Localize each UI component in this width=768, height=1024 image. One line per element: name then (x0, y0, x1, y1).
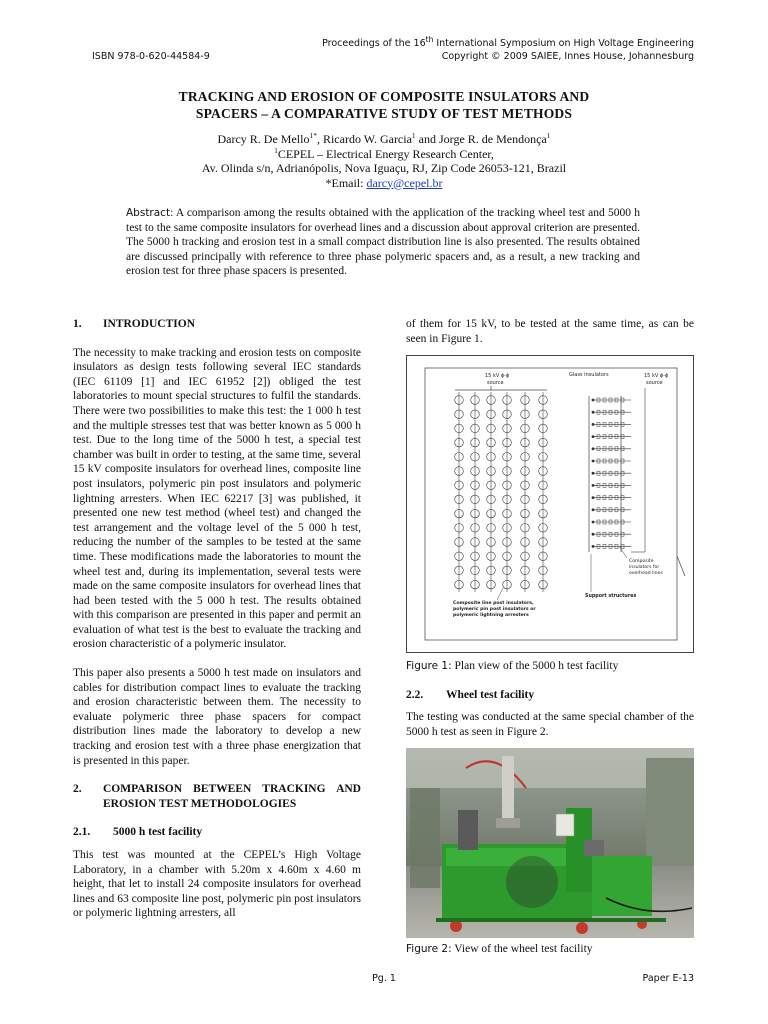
section-2-1-paragraph: This test was mounted at the CEPEL’s High Voltage Laboratory, in a chamber with 5.20m x 4.60m x 4.60 m height, that let to install 24 composite insulators for overhead lines and 63 composite line post, polymeric pin post insulators or polymeric lightning arresters, all (73, 849, 361, 920)
left-label-2: polymeric pin post insulators or (453, 607, 536, 613)
address: Av. Olinda s/n, Adrianópolis, Nova Iguaçu, RJ, Zip Code 26053-121, Brazil (201, 161, 567, 175)
source-label-1: 15 kV ϕ-ϕ (485, 373, 510, 380)
copyright: Copyright © 2009 SAIEE, Innes House, Johannesburg (441, 51, 694, 62)
left-label-3: polymeric lightning arresters (453, 613, 529, 619)
left-label-1: Composite line post insulators, (453, 601, 534, 607)
left-column (73, 317, 361, 921)
section-2-2-paragraph: The testing was conducted at the same special chamber of the 5000 h test as seen in Figure 2. (406, 711, 694, 738)
chamber-outline (425, 368, 677, 640)
source-label-1b: source (487, 380, 504, 387)
source-label-2: 15 kV ϕ-ϕ (644, 373, 669, 380)
insulator-end-fitting (592, 448, 595, 451)
right-paragraph-1: of them for 15 kV, to be tested at the same time, as can be seen in Figure 1. (406, 318, 694, 345)
authors-block (74, 132, 694, 190)
intro-paragraph-2: This paper also presents a 5000 h test made on insulators and cables for distribution compact lines to evaluate the tracking and erosion characteristic between them. The necessity to evaluate polymeric three phase spacers for compact distribution lines made the laboratory to develop a new tracking and erosion test with a three phase energization that is presented in this paper. (73, 667, 361, 767)
insulator-end-fitting (592, 435, 595, 438)
paper-id: Paper E-13 (642, 973, 694, 984)
section-1-heading: 1. INTRODUCTION (73, 318, 196, 330)
glass-insulators-label: Glass insulators (569, 372, 609, 379)
page-number: Pg. 1 (372, 973, 396, 984)
insulator-end-fitting (592, 496, 595, 499)
abstract-text: : A comparison among the results obtained with the application of the tracking wheel test and 5000 h test to the same composite insulators for overhead lines and a discussion about approval criterion are presented. The 5000 h tracking and erosion test in a small compact distribution line is also presented. The results obtained are discussed principally with reference to three phase polymeric spacers and, as a result, a new tracking and erosion test for three phase spacers is presented. (126, 207, 640, 278)
source-label-2b: source (646, 380, 663, 387)
figure-1-caption: Figure 1: Plan view of the 5000 h test facility (406, 660, 619, 673)
insulator-end-fitting (592, 423, 595, 426)
wheel-test-photo (406, 748, 694, 938)
right-column (406, 317, 694, 956)
figure-2-caption: Figure 2: View of the wheel test facility (406, 942, 593, 955)
insulator-end-fitting (592, 484, 595, 487)
support-structures-label: Support structures (585, 594, 637, 600)
page-header (92, 34, 694, 63)
email-link[interactable]: darcy@cepel.br (366, 175, 443, 190)
insulator-end-fitting (592, 545, 595, 548)
insulator-end-fitting (592, 472, 595, 475)
email-line: *Email: darcy@cepel.br (325, 175, 443, 190)
composite-pointer (619, 546, 627, 558)
figure-1-diagram (406, 355, 694, 653)
insulator-end-fitting (592, 460, 595, 463)
composite-label-1: Composite (629, 559, 654, 565)
paper-title: TRACKING AND EROSION OF COMPOSITE INSULATORS AND SPACERS – A COMPARATIVE STUDY OF TEST METHODS (178, 89, 590, 121)
section-2-2-heading: 2.2. Wheel test facility (406, 688, 535, 701)
author-names: Darcy R. De Mello$^{1*}$, Ricardo W. Garcia$^1$ and Jorge R. de Mendonça$^1$ (217, 131, 551, 146)
abstract (126, 206, 640, 279)
section-2-1-heading: 2.1. 5000 h test facility (73, 826, 203, 839)
intro-paragraph-1: The necessity to make tracking and erosion tests on composite insulators as design tests following several IEC standards (IEC 61109 [1] and IEC 61952 [2]) obliged the test laboratories to mount special structures to fulfil the standards. There were two possibilities to make this test: the 1 000 h test and the multiple stresses test that was better known as 5 000 h test. Due to the long time of the 5000 h test, a special test chamber was built in order to testing, at the same time, several 15 kV composite insulators for overhead lines, composite line post insulators, polymeric pin post insulators and polymeric lightning arresters. When IEC 62217 [3] was published, it presented one new test method (wheel test) and changed the test arrangement and the voltage level of the 5 000 h test, reducing the number of the samples to be tested at the same time. These modifications made the laboratories to mount the wheel test and, during its implementation, several tests were made on the same composite insulators for overhead lines that had been tested with the 5 000 h test. The results obtained with this comparison are presented in this paper and permit an evaluation of what test is the best to evaluate the tracking and erosion characteristic of a polymeric insulator. (73, 346, 361, 651)
abstract-label: Abstract (126, 207, 171, 219)
left-pointer (497, 588, 503, 600)
composite-label-3: overhead lines (629, 571, 663, 577)
affiliation: $^1$CEPEL – Electrical Energy Research Center, (274, 145, 494, 161)
insulator-end-fitting (592, 533, 595, 536)
insulator-end-fitting (592, 399, 595, 402)
section-2-heading: 2. COMPARISON BETWEEN TRACKING AND EROSION TEST METHODOLOGIES (73, 783, 361, 810)
insulator-end-fitting (592, 411, 595, 414)
wheel-test-photo-svg (406, 748, 694, 938)
door-line (677, 556, 685, 576)
facility-plan-svg (407, 356, 693, 652)
composite-label-2: insulators for (629, 565, 660, 571)
isbn: ISBN 978-0-620-44584-9 (92, 51, 210, 62)
proceedings-line: Proceedings of the 16th International Symposium on High Voltage Engineering (322, 34, 694, 49)
insulator-end-fitting (592, 509, 595, 512)
insulator-end-fitting (592, 521, 595, 524)
